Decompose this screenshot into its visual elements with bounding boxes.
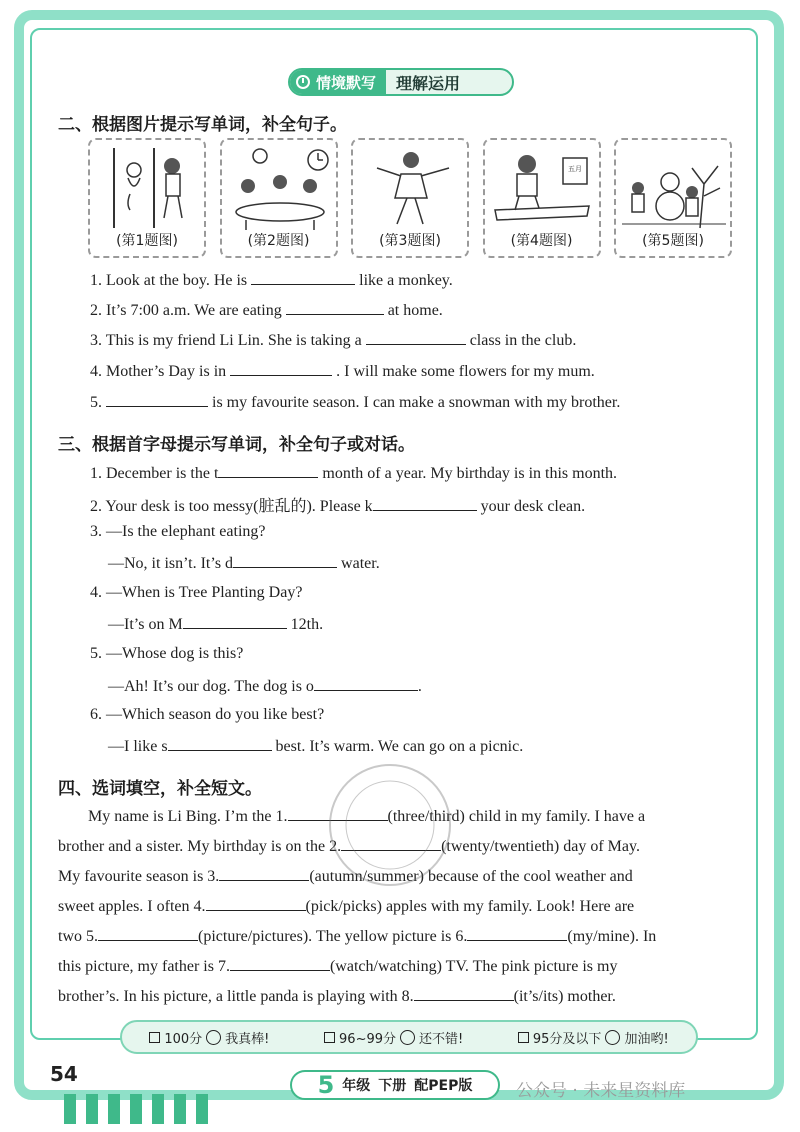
s3-question-4-prompt: 4. —When is Tree Planting Day? xyxy=(90,584,303,601)
passage-line-5 xyxy=(58,926,656,946)
s3-q3-blank[interactable] xyxy=(233,553,337,568)
s3-q3-text-b: water. xyxy=(341,555,380,572)
climbing-boy-monkey-image xyxy=(94,144,202,232)
cheer-face-icon xyxy=(605,1030,620,1045)
checkbox-icon[interactable] xyxy=(518,1032,529,1043)
s2-q3-blank[interactable] xyxy=(366,330,466,345)
s3-question-3-prompt: 3. —Is the elephant eating? xyxy=(90,523,266,540)
p7-text-a: brother’s. In his picture, a little panda is playing with 8. xyxy=(58,988,414,1005)
stripe xyxy=(108,1094,120,1124)
p5-text-c: (my/mine). In xyxy=(567,928,657,945)
s2-q5-blank[interactable] xyxy=(106,392,208,407)
score-option-3[interactable] xyxy=(518,1028,669,1047)
smile-face-icon xyxy=(400,1030,415,1045)
stripe xyxy=(152,1094,164,1124)
checkbox-icon[interactable] xyxy=(324,1032,335,1043)
s2-q4-text-b: . I will make some flowers for my mum. xyxy=(336,363,595,380)
blank-7[interactable] xyxy=(230,956,330,971)
section-header xyxy=(288,68,514,96)
p2-text-b: (twenty/twentieth) day of May. xyxy=(441,838,640,855)
section3-title: 三、根据首字母提示写单词，补全句子或对话。 xyxy=(58,435,415,455)
s3-q5-text-b: . xyxy=(417,678,422,695)
s3-q4-text-a: —It’s on M xyxy=(108,616,183,633)
circular-stamp-watermark xyxy=(300,750,480,900)
stripe xyxy=(196,1094,208,1124)
score-3-note: 加油哟! xyxy=(624,1031,669,1047)
picture-4 xyxy=(483,138,601,258)
header-left-label: 情境默写 xyxy=(316,73,377,92)
s3-question-5-prompt: 5. —Whose dog is this? xyxy=(90,645,244,662)
section2-title: 二、根据图片提示写单词，补全句子。 xyxy=(58,115,347,135)
page-number: 54 xyxy=(50,1062,78,1086)
p1-text-a: My name is Li Bing. I’m the 1. xyxy=(88,808,288,825)
s2-question-1 xyxy=(90,270,453,290)
picture-1 xyxy=(88,138,206,258)
blank-4[interactable] xyxy=(206,896,306,911)
s2-q3-text-b: class in the club. xyxy=(469,332,577,349)
score-3-label: 95分及以下 xyxy=(532,1031,602,1047)
stripe xyxy=(130,1094,142,1124)
picture-5 xyxy=(614,138,732,258)
blank-3[interactable] xyxy=(219,866,309,881)
s3-question-1 xyxy=(90,463,617,483)
girl-calendar-image xyxy=(489,144,597,232)
p4-text-b: (pick/picks) apples with my family. Look! Here are xyxy=(305,898,635,915)
s2-q5-text-a: 5. xyxy=(90,394,102,411)
s2-q5-text-b: is my favourite season. I can make a snowman with my brother. xyxy=(212,394,621,411)
dancing-girl-image xyxy=(357,144,465,232)
s2-q2-text-a: 2. It’s 7:00 a.m. We are eating xyxy=(90,302,282,319)
passage-line-7 xyxy=(58,986,616,1006)
picture-2-caption: (第2题图) xyxy=(247,233,310,249)
s3-q1-blank[interactable] xyxy=(218,463,318,478)
passage-line-6 xyxy=(58,956,617,976)
happy-face-icon xyxy=(206,1030,221,1045)
score-2-note: 还不错! xyxy=(419,1031,464,1047)
blank-5[interactable] xyxy=(98,926,198,941)
score-2-label: 96~99分 xyxy=(339,1031,397,1047)
s2-q3-text-a: 3. This is my friend Li Lin. She is taking a xyxy=(90,332,362,349)
picture-2 xyxy=(220,138,338,258)
picture-3 xyxy=(351,138,469,258)
grade-badge xyxy=(290,1070,500,1100)
s3-q5-blank[interactable] xyxy=(314,676,418,691)
p4-text-a: sweet apples. I often 4. xyxy=(58,898,206,915)
checkbox-icon[interactable] xyxy=(149,1032,160,1043)
picture-5-caption: (第5题图) xyxy=(642,233,704,249)
breakfast-family-image xyxy=(226,144,334,232)
s2-question-2 xyxy=(90,300,443,320)
s3-question-2 xyxy=(90,493,585,516)
self-score-bar xyxy=(120,1020,698,1054)
picture-4-caption: (第4题图) xyxy=(510,233,573,249)
s3-question-5-answer xyxy=(108,676,422,696)
p3-text-a: My favourite season is 3. xyxy=(58,868,220,885)
edition-label: 配PEP版 xyxy=(414,1078,473,1094)
clock-icon xyxy=(296,75,310,89)
s2-q2-text-b: at home. xyxy=(387,302,443,319)
blank-6[interactable] xyxy=(467,926,567,941)
s2-q1-text-b: like a monkey. xyxy=(359,272,453,289)
s3-q2-blank[interactable] xyxy=(373,496,477,511)
snowman-winter-image xyxy=(620,144,728,232)
picture-3-caption: (第3题图) xyxy=(379,233,441,249)
volume-label: 下册 xyxy=(378,1078,407,1094)
s2-question-3 xyxy=(90,330,576,350)
p2-text-a: brother and a sister. My birthday is on the 2. xyxy=(58,838,342,855)
s2-question-5 xyxy=(90,392,620,412)
footer-stripes xyxy=(64,1094,208,1124)
s2-q1-text-a: 1. Look at the boy. He is xyxy=(90,272,248,289)
picture-1-caption: (第1题图) xyxy=(116,233,178,249)
stripe xyxy=(86,1094,98,1124)
watermark-text: 公众号 · 未来星资料库 xyxy=(516,1081,686,1101)
s2-q4-blank[interactable] xyxy=(230,361,332,376)
section4-title: 四、选词填空，补全短文。 xyxy=(58,779,262,799)
s2-q1-blank[interactable] xyxy=(251,270,355,285)
picture-row xyxy=(88,138,732,260)
s3-q1-text-b: month of a year. My birthday is in this month. xyxy=(322,465,618,482)
s3-q3-text-a: —No, it isn’t. It’s d xyxy=(108,555,234,572)
s3-q4-text-b: 12th. xyxy=(290,616,324,633)
s3-q4-blank[interactable] xyxy=(183,614,287,629)
s3-q1-text-a: 1. December is the t xyxy=(90,465,219,482)
s3-q6-text-a: —I like s xyxy=(108,738,168,755)
grade-label: 年级 xyxy=(342,1078,371,1094)
p7-text-b: (it’s/its) mother. xyxy=(513,988,616,1005)
blank-8[interactable] xyxy=(414,986,514,1001)
p6-text-b: (watch/watching) TV. The pink picture is my xyxy=(329,958,618,975)
header-left-tag xyxy=(290,70,386,94)
calendar-label: 五月 xyxy=(567,165,582,173)
score-1-label: 100分 xyxy=(164,1031,203,1047)
s3-q2-text-a: 2. Your desk is too messy(脏乱的). Please k xyxy=(90,498,373,515)
s3-question-4-answer xyxy=(108,614,323,634)
s3-q6-text-b: best. It’s warm. We can go on a picnic. xyxy=(275,738,524,755)
s3-question-6-prompt: 6. —Which season do you like best? xyxy=(90,706,325,723)
s2-question-4 xyxy=(90,361,595,381)
p6-text-a: this picture, my father is 7. xyxy=(58,958,230,975)
s2-q4-text-a: 4. Mother’s Day is in xyxy=(90,363,227,380)
s2-q2-blank[interactable] xyxy=(286,300,384,315)
stripe xyxy=(64,1094,76,1124)
s3-question-3-answer xyxy=(108,553,380,573)
p5-text-a: two 5. xyxy=(58,928,98,945)
p3-text-b: (autumn/summer) because of the cool weather and xyxy=(309,868,633,885)
score-option-2[interactable] xyxy=(324,1028,463,1047)
header-right-label: 理解运用 xyxy=(396,73,461,93)
s3-q6-blank[interactable] xyxy=(168,736,272,751)
p5-text-b: (picture/pictures). The yellow picture is 6. xyxy=(198,928,468,945)
grade-number: 5 xyxy=(317,1071,335,1099)
s3-q2-text-b: your desk clean. xyxy=(480,498,586,515)
s3-q5-text-a: —Ah! It’s our dog. The dog is o xyxy=(108,678,314,695)
p1-text-b: (three/third) child in my family. I have a xyxy=(387,808,646,825)
stripe xyxy=(174,1094,186,1124)
score-option-1[interactable] xyxy=(149,1028,269,1047)
score-1-note: 我真棒! xyxy=(225,1031,270,1047)
